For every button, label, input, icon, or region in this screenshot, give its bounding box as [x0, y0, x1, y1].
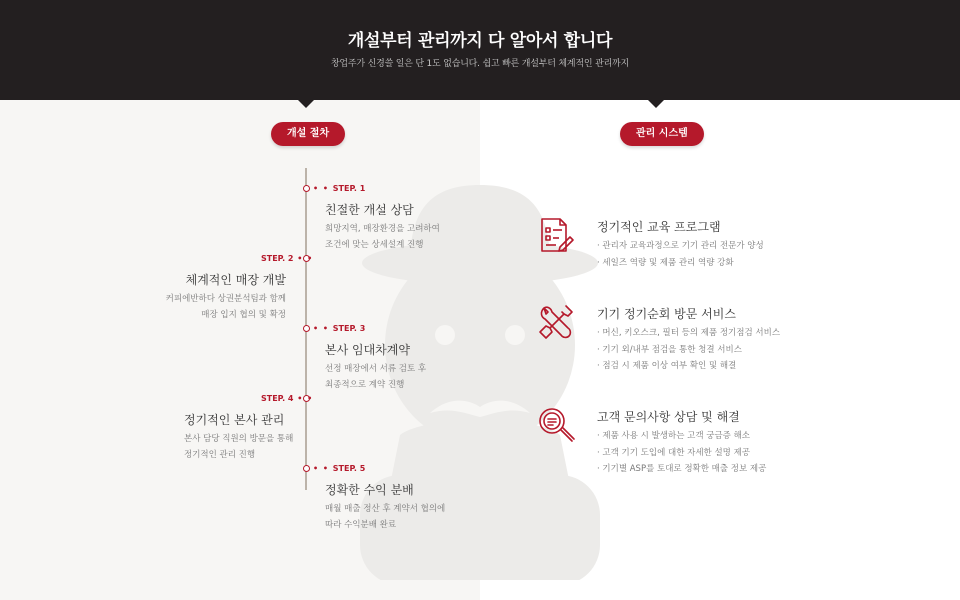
list-item: · 머신, 키오스크, 필터 등의 제품 정기점검 서비스	[597, 328, 781, 338]
opening-process-pill: 개설 절차	[271, 122, 345, 146]
step-3-desc: 선정 매장에서 서류 검토 후 최종적으로 계약 진행	[325, 364, 427, 390]
step-2-desc: 커피에반하다 상권분석팀과 함께 매장 입지 협의 및 확정	[165, 294, 286, 320]
service-1-list	[597, 238, 764, 271]
list-item: · 기기별 ASP를 토대로 정확한 매출 정보 제공	[597, 464, 767, 474]
service-3-title: 고객 문의사항 상담 및 해결	[597, 410, 740, 424]
step-3-label: • • STEP. 3	[313, 324, 366, 333]
step-2-title: 체계적인 매장 개발	[185, 273, 286, 287]
left-notch	[297, 99, 315, 108]
service-2-list	[597, 325, 780, 375]
page-title: 개설부터 관리까지 다 알아서 합니다	[347, 31, 613, 51]
step-2-label: STEP. 2 • •	[261, 254, 314, 263]
page-subtitle: 창업주가 신경쓸 일은 단 1도 없습니다. 쉽고 빠른 개설부터 체계적인 관리까지	[330, 59, 630, 69]
service-3-list	[597, 428, 766, 478]
step-1-dot	[303, 185, 310, 192]
step-3-dot	[303, 325, 310, 332]
step-5-title: 정확한 수익 분배	[325, 483, 414, 497]
page-header	[0, 0, 960, 100]
list-item: · 기기 외/내부 점검을 통한 청결 서비스	[597, 344, 742, 355]
step-1-label: • • STEP. 1	[313, 184, 366, 193]
step-1-title: 친절한 개설 상담	[325, 203, 414, 217]
service-1-title: 정기적인 교육 프로그램	[597, 220, 721, 234]
management-system-pill: 관리 시스템	[620, 122, 704, 146]
list-item: · 점검 시 제품 이상 여부 확인 및 해결	[597, 361, 737, 371]
step-5-desc: 매월 매출 정산 후 계약서 협의에 따라 수익분배 완료	[325, 504, 446, 530]
magnifier-document-icon	[536, 405, 576, 445]
step-5-label: • • STEP. 5	[313, 464, 366, 473]
list-item: · 고객 기기 도입에 대한 자세한 설명 제공	[597, 447, 750, 458]
document-pencil-icon	[536, 215, 576, 255]
list-item: · 제품 사용 시 발생하는 고객 궁금증 해소	[597, 431, 750, 441]
service-2-title: 기기 정기순회 방문 서비스	[597, 307, 736, 321]
step-1-desc: 희망지역, 매장환경을 고려하여 조건에 맞는 상세설계 진행	[325, 224, 440, 250]
wrench-screwdriver-icon	[536, 302, 576, 342]
list-item: · 관리자 교육과정으로 기기 관리 전문가 양성	[597, 241, 764, 251]
step-4-title: 정기적인 본사 관리	[184, 413, 285, 427]
step-3-title: 본사 임대차계약	[325, 343, 410, 357]
step-5-dot	[303, 465, 310, 472]
list-item: · 세일즈 역량 및 제품 관리 역량 강화	[597, 257, 734, 268]
step-4-desc: 본사 담당 직원의 방문을 통해 정기적인 관리 진행	[184, 434, 294, 460]
right-notch	[647, 99, 665, 108]
step-4-label: STEP. 4 • •	[261, 394, 314, 403]
